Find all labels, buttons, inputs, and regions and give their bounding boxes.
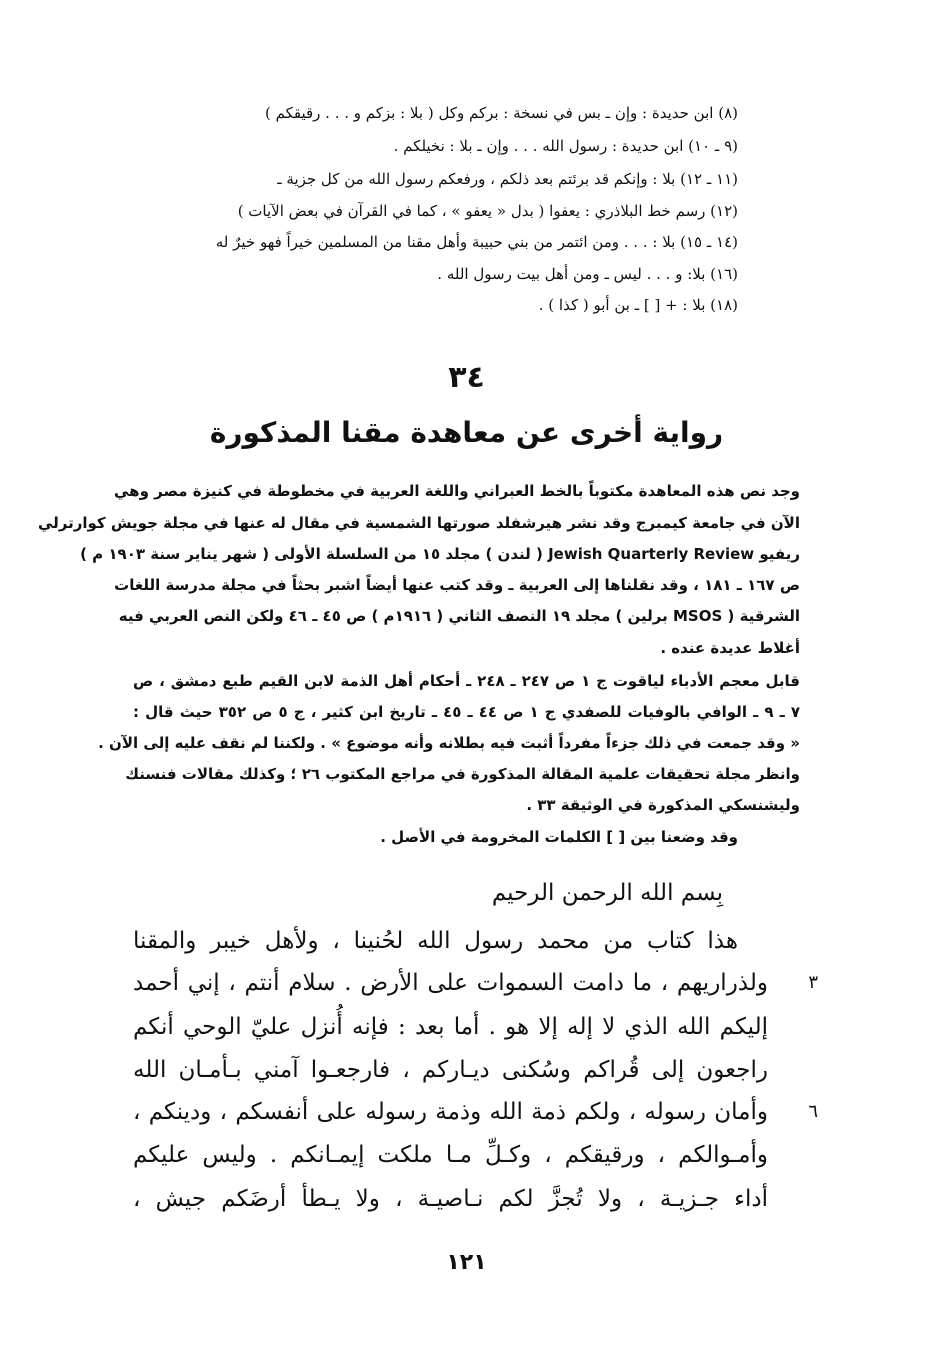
main-text-line: وأمـوالكم ، ورقيقكم ، وكـلِّ مـا ملكت إيمـانكم . وليس عليكم [133,1142,768,1168]
page-number: ١٢١ [446,1250,487,1275]
footnote-11-12: (١١ ـ ١٢) بلا : وإنكم قد برئتم بعد ذلكم ، ورفعكم رسول الله من كل جزية ـ [277,170,738,188]
main-text-line: هذا كتاب من محمد رسول الله لحُنينا ، ولأهل خيبر والمقنا [133,928,738,954]
intro-line: وجد نص هذه المعاهدة مكتوباً بالخط العبراني واللغة العربية في مخطوطة في كنيزة مصر وهي [114,482,800,500]
reference-line: وانظر مجلة تحقيقات علمية المقالة المذكورة في مراجع المكتوب ٢٦ ؛ وكذلك مقالات فنسنك [125,765,800,783]
footnote-9-10: (٩ ـ ١٠) ابن حديدة : رسول الله . . . وإن ـ بلا : نخيلكم . [393,137,738,155]
reference-line: « وقد جمعت في ذلك جزءاً مفرداً أثبت فيه بطلانه وأنه موضوع » . ولكننا لم نقف عليه إلى الآن . [98,734,800,752]
footnote-8: (٨) ابن حديدة : وإن ـ بس في نسخة : بركم وكل ( بلا : بزكم و . . . رقيقكم ) [264,104,738,122]
line-number: ٣ [808,972,818,993]
reference-line: قابل معجم الأدباء لياقوت ج ١ ص ٢٤٧ ـ ٢٤٨ ـ أحكام أهل الذمة لابن القيم طبع دمشق ، ص [133,672,801,690]
intro-line: الشرقية ( MSOS برلين ) مجلد ١٩ النصف الثاني ( ١٩١٦م ) ص ٤٥ ـ ٤٦ ولكن النص العربي فيه [118,607,800,625]
intro-line: الآن في جامعة كيمبرج وقد نشر هيرشفلد صورتها الشمسية في مقال له عنها في مجلة جويش كوارترلي [37,514,800,532]
chapter-number: ٣٤ [448,360,485,395]
reference-line: وليشنسكي المذكورة في الوثيقة ٣٣ . [526,796,800,814]
main-text-line: راجعون إلى قُراكم وسُكنى ديـاركم ، فارجعـوا آمني بـأمـان الله [133,1057,768,1083]
main-text-line: وأمان رسوله ، ولكم ذمة الله وذمة رسوله على أنفسكم ، ودينكم ، [133,1099,768,1125]
footnote-12: (١٢) رسم خط البلاذري : يعفوا ( بدل « يعفو » ، كما في القرآن في بعض الآيات ) [237,202,738,220]
basmala: بِسم الله الرحمن الرحيم [491,880,723,906]
line-number: ٦ [808,1101,818,1122]
main-text-line: أداء جـزيـة ، ولا تُجزَّ لكم نـاصيـة ، ولا يـطأ أرضَكم جيش ، [133,1186,768,1212]
footnote-16: (١٦) بلا: و . . . ليس ـ ومن أهل بيت رسول الله . [437,265,738,283]
main-text-line: إليكم الله الذي لا إله إلا هو . أما بعد : فإنه أُنزل عليّ الوحي أنكم [133,1014,768,1040]
chapter-title: رواية أخرى عن معاهدة مقنا المذكورة [209,416,724,449]
reference-line: وقد وضعنا بين [ ] الكلمات المخرومة في الأصل . [380,828,738,846]
footnote-14-15: (١٤ ـ ١٥) بلا : . . . ومن ائتمر من بني حبيبة وأهل مقنا من المسلمين خيراً فهو خيرٌ له [215,233,738,251]
main-text-line: ولذراريهم ، ما دامت السموات على الأرض . سلام أنتم ، إني أحمد [133,970,768,996]
reference-line: ٧ ـ ٩ ـ الوافي بالوفيات للصفدي ج ١ ص ٤٤ ـ ٤٥ ـ تاريخ ابن كثير ، ج ٥ ص ٣٥٢ حيث قال : [133,703,801,721]
intro-line: ص ١٦٧ ـ ١٨١ ، وقد نقلناها إلى العربية ـ وقد كتب عنها أيضاً اشبر بحثاً في مجلة مدرسة اللغات [114,576,800,594]
intro-line: أغلاط عديدة عنده . [660,639,800,657]
intro-line: ريفيو Jewish Quarterly Review ( لندن ) مجلد ١٥ من السلسلة الأولى ( شهر يناير سنة ١٩٠٣ م ) [80,545,800,563]
footnote-18: (١٨) بلا : + [ ] ـ بن أبو ( كذا ) . [538,296,738,314]
